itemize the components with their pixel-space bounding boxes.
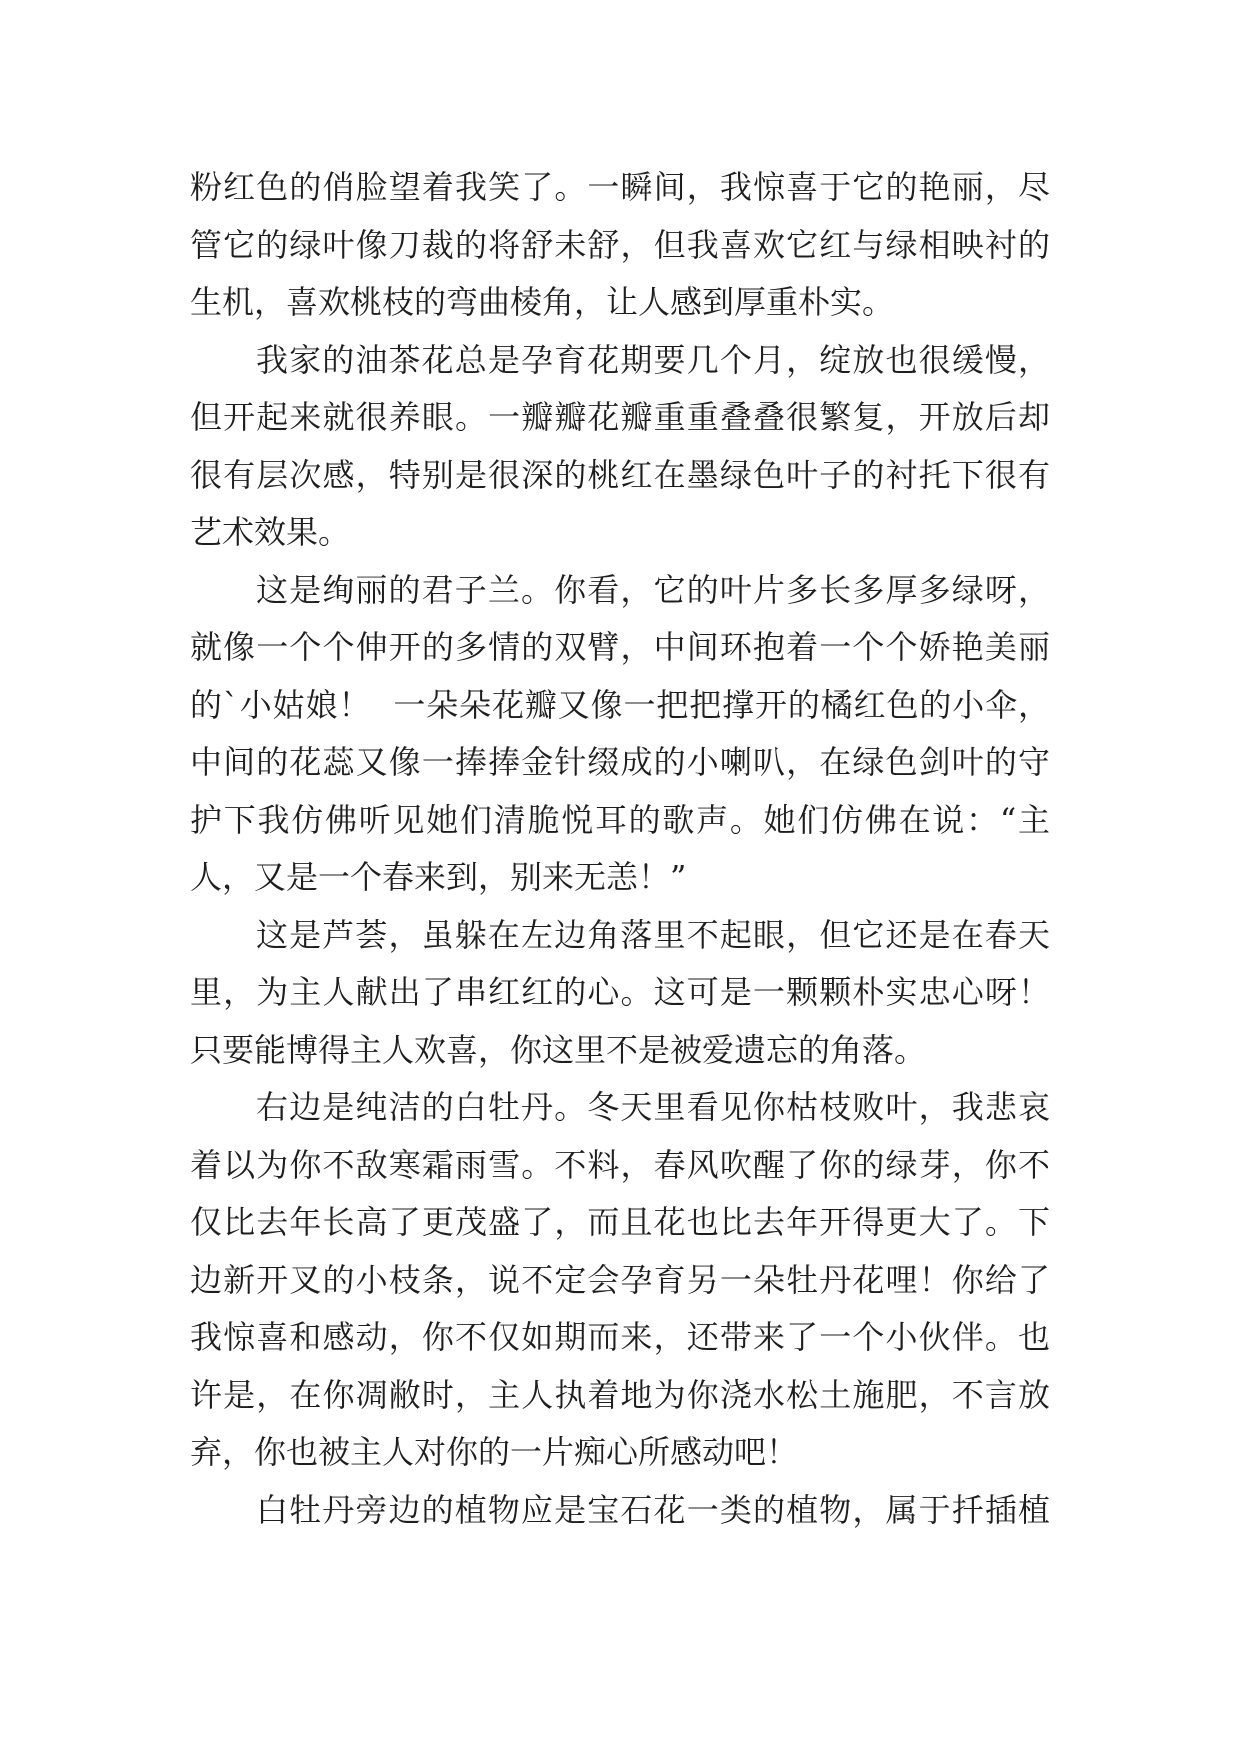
text-line: 这是绚丽的君子兰。你看，它的叶片多长多厚多绿呀， [256,570,1050,609]
text-line: 生机，喜欢桃枝的弯曲棱角，让人感到厚重朴实。 [190,283,895,321]
text-line: 我家的油茶花总是孕育花期要几个月，绽放也很缓慢， [256,340,1050,379]
text-line: 许是，在你凋敝时，主人执着地为你浇水松土施肥，不言放 [190,1375,1050,1414]
text-line: 就像一个个伸开的多情的双臂，中间环抱着一个个娇艳美丽 [190,628,1050,666]
text-line: 边新开叉的小枝条，说不定会孕育另一朵牡丹花哩！你给了 [190,1260,1050,1299]
text-line: 粉红色的俏脸望着我笑了。一瞬间，我惊喜于它的艳丽，尽 [190,168,1050,206]
document-body [190,159,1050,1539]
text-line: 着以为你不敌寒霜雨雪。不料，春风吹醒了你的绿芽，你不 [190,1145,1050,1184]
text-line: 护下我仿佛听见她们清脆悦耳的歌声。她们仿佛在说：“主 [190,800,1050,839]
text-line: 弃，你也被主人对你的一片痴心所感动吧！ [190,1433,799,1471]
text-line: 仅比去年长高了更茂盛了，而且花也比去年开得更大了。下 [190,1203,1050,1241]
text-line: 里，为主人献出了串红红的心。这可是一颗颗朴实忠心呀！ [190,973,1050,1011]
text-line: 中间的花蕊又像一捧捧金针缀成的小喇叭，在绿色剑叶的守 [190,743,1050,781]
text-line: 白牡丹旁边的植物应是宝石花一类的植物，属于扦插植 [256,1490,1050,1529]
text-line: 只要能博得主人欢喜，你这里不是被爱遗忘的角落。 [190,1030,927,1069]
text-line: 我惊喜和感动，你不仅如期而来，还带来了一个小伙伴。也 [190,1318,1050,1356]
text-line: 管它的绿叶像刀裁的将舒未舒，但我喜欢它红与绿相映衬的 [190,225,1050,264]
text-line: 这是芦荟，虽躲在左边角落里不起眼，但它还是在春天 [256,915,1050,954]
text-line: 的`小姑娘！ 一朵朵花瓣又像一把把撑开的橘红色的小伞， [190,685,1050,724]
text-line: 但开起来就很养眼。一瓣瓣花瓣重重叠叠很繁复，开放后却 [190,398,1050,436]
text-line: 很有层次感，特别是很深的桃红在墨绿色叶子的衬托下很有 [190,455,1050,494]
text-line: 右边是纯洁的白牡丹。冬天里看见你枯枝败叶，我悲哀 [256,1088,1050,1126]
text-line: 艺术效果。 [190,513,351,551]
text-line: 人，又是一个春来到，别来无恙！” [190,858,687,896]
